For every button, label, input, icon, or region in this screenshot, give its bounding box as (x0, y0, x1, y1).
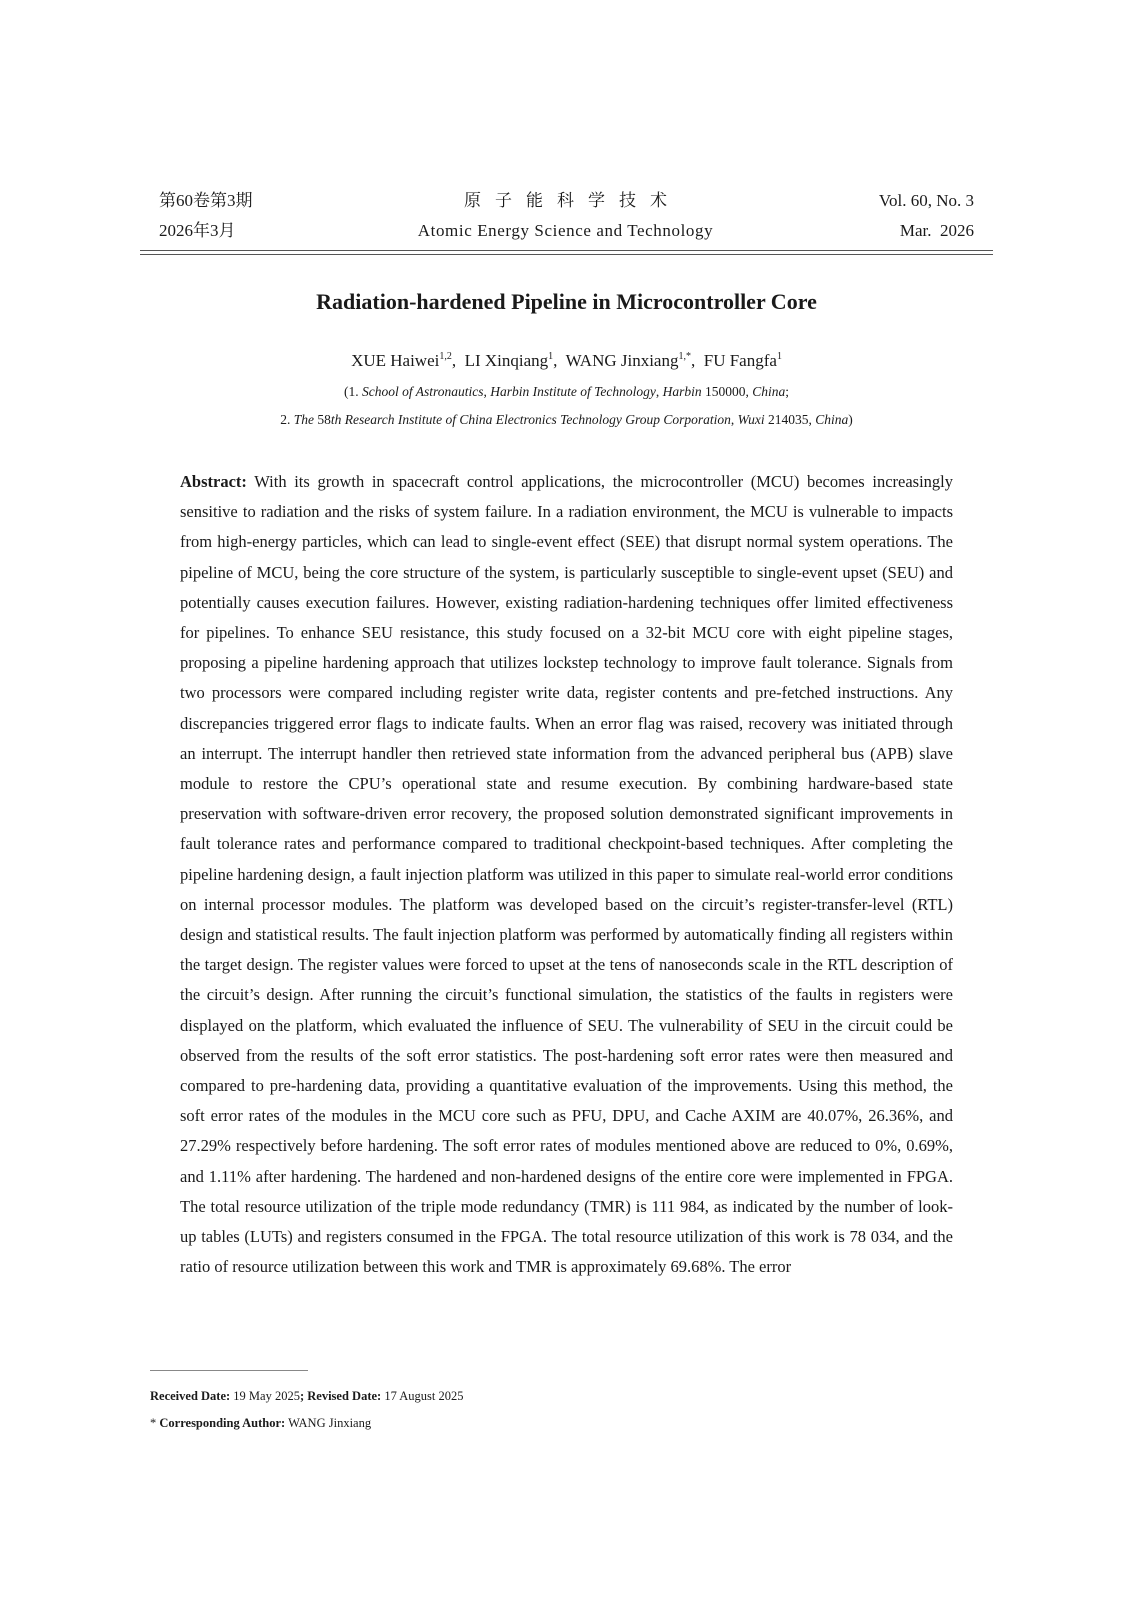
author-affiliation-mark: 1 (548, 351, 554, 362)
affiliation-separator: , (483, 384, 491, 399)
author-name: XUE Haiwei (351, 351, 440, 370)
author-affiliation-mark: 1 (776, 351, 782, 362)
header-rule-bottom (140, 254, 993, 255)
author-list: XUE Haiwei$^{1,2}$, LI Xinqiang$^1$, WANG Jinxiang$^{1,*}$, FU Fangfa$^1$ (351, 351, 782, 370)
header-left (159, 186, 253, 246)
abstract-text: With its growth in spacecraft control applications, the microcontroller (MCU) becomes increasingly sensitive to radiation and the risks of system failure. In a radiation environment, the MCU is vulnerable to impacts from high-energy particles, which can lead to single-event effect (SEE) that disrupt normal system operations. The pipeline of MCU, being the core structure of the system, is particularly susceptible to single-event upset (SEU) and potentially causes execution failures. However, existing radiation-hardening techniques offer limited effectiveness for pipelines. To enhance SEU resistance, this study focused on a 32-bit MCU core with eight pipeline stages, proposing a pipeline hardening approach that utilizes lockstep technology to improve fault tolerance. Signals from two processors were compared including register write data, register contents and pre-fetched instructions. Any discrepancies triggered error flags to indicate faults. When an error flag was raised, recovery was initiated through an interrupt. The interrupt handler then retrieved state information from the advanced peripheral bus (APB) slave module to restore the CPU’s operational state and resume execution. By combining hardware-based state preservation with software-driven error recovery, the proposed solution demonstrated significant improvements in fault tolerance rates and performance compared to traditional checkpoint-based techniques. After completing the pipeline hardening design, a fault injection platform was utilized in this paper to simulate real-world error conditions on internal processor modules. The platform was developed based on the circuit’s register-transfer-level (RTL) design and statistical results. The fault injection platform was performed by automatically finding all registers within the target design. The register values were forced to upset at the tens of nanoseconds scale in the RTL description of the circuit’s design. After running the circuit’s functional simulation, the statistics of the faults in registers were displayed on the platform, which evaluated the influence of SEU. The vulnerability of SEU in the circuit could be observed from the results of the soft error statistics. The post-hardening soft error rates were then measured and compared to pre-hardening data, providing a quantitative evaluation of the improvements. Using this method, the soft error rates of the modules in the MCU core such as PFU, DPU, and Cache AXIM are 40.07%, 26.36%, and 27.29% respectively before hardening. The soft error rates of modules mentioned above are reduced to 0%, 0.69%, and 1.11% after hardening. The hardened and non-hardened designs of the entire core were implemented in FPGA. The total resource utilization of the triple mode redundancy (TMR) is 111 984, as indicated by the number of look-up tables (LUTs) and registers consumed in the FPGA. The total resource utilization of this work is 78 034, and the ratio of resource utilization between this work and TMR is approximately 69.68%. The error (180, 472, 953, 1277)
date-en: Mar. 2026 (899, 221, 974, 240)
author-name: WANG Jinxiang (565, 351, 679, 370)
volume-en: Vol. 60, No. 3 (878, 191, 974, 210)
affiliation-end: ) (848, 412, 853, 427)
affiliation-institute: The (293, 412, 314, 427)
revised-date-label: ; Revised Date: (299, 1389, 382, 1403)
affiliation-prefix: (1. (343, 384, 362, 399)
author-name: FU Fangfa (703, 351, 777, 370)
abstract-label: Abstract: (180, 472, 247, 491)
author-name: LI Xinqiang (464, 351, 549, 370)
affiliation-end: ; (785, 384, 790, 399)
affiliation-country: China (815, 412, 849, 427)
journal-name-en: Atomic Energy Science and Technology (417, 221, 714, 240)
volume-cn: 第60卷第3期 (159, 191, 253, 210)
journal-name-cn: 原子能科学技术 (464, 191, 681, 210)
affiliation-city: Harbin (662, 384, 702, 399)
affiliation-city: Wuxi (737, 412, 765, 427)
affiliation-zip: 214035, (764, 412, 816, 427)
header-center (320, 186, 811, 246)
affiliation-number: 58 (314, 412, 331, 427)
affiliation-school: School of Astronautics (361, 384, 484, 399)
corresponding-author-label: Corresponding Author: (159, 1416, 286, 1430)
affiliation-country: China (752, 384, 786, 399)
affiliation-zip: 150000, (701, 384, 753, 399)
affiliation-institute: Harbin Institute of Technology (490, 384, 656, 399)
footnote-rule (150, 1370, 308, 1371)
abstract (180, 467, 953, 1282)
header-rule-top (140, 250, 993, 251)
author-affiliation-mark: 1,* (678, 351, 691, 362)
header-right (879, 186, 974, 246)
affiliation-institute-name: th Research Institute of China Electronics Technology Group Corporation (330, 412, 731, 427)
date-cn: 2026年3月 (159, 221, 236, 240)
affiliation-prefix: 2. (280, 412, 294, 427)
affiliation-2 (140, 412, 993, 428)
affiliation-separator: , (655, 384, 663, 399)
affiliation-1 (140, 384, 993, 400)
received-date-label: Received Date: (150, 1389, 231, 1403)
corresponding-mark: * (150, 1416, 160, 1430)
affiliation-separator: , (730, 412, 738, 427)
revised-date-value: 17 August 2025 (381, 1389, 464, 1403)
author-affiliation-mark: 1,2 (439, 351, 452, 362)
received-date-value: 19 May 2025 (230, 1389, 300, 1403)
paper-title: Radiation-hardened Pipeline in Microcontroller Core (316, 289, 817, 314)
corresponding-author-value: WANG Jinxiang (285, 1416, 372, 1430)
footnote-corresponding (150, 1416, 371, 1431)
footnote-dates (150, 1389, 464, 1404)
